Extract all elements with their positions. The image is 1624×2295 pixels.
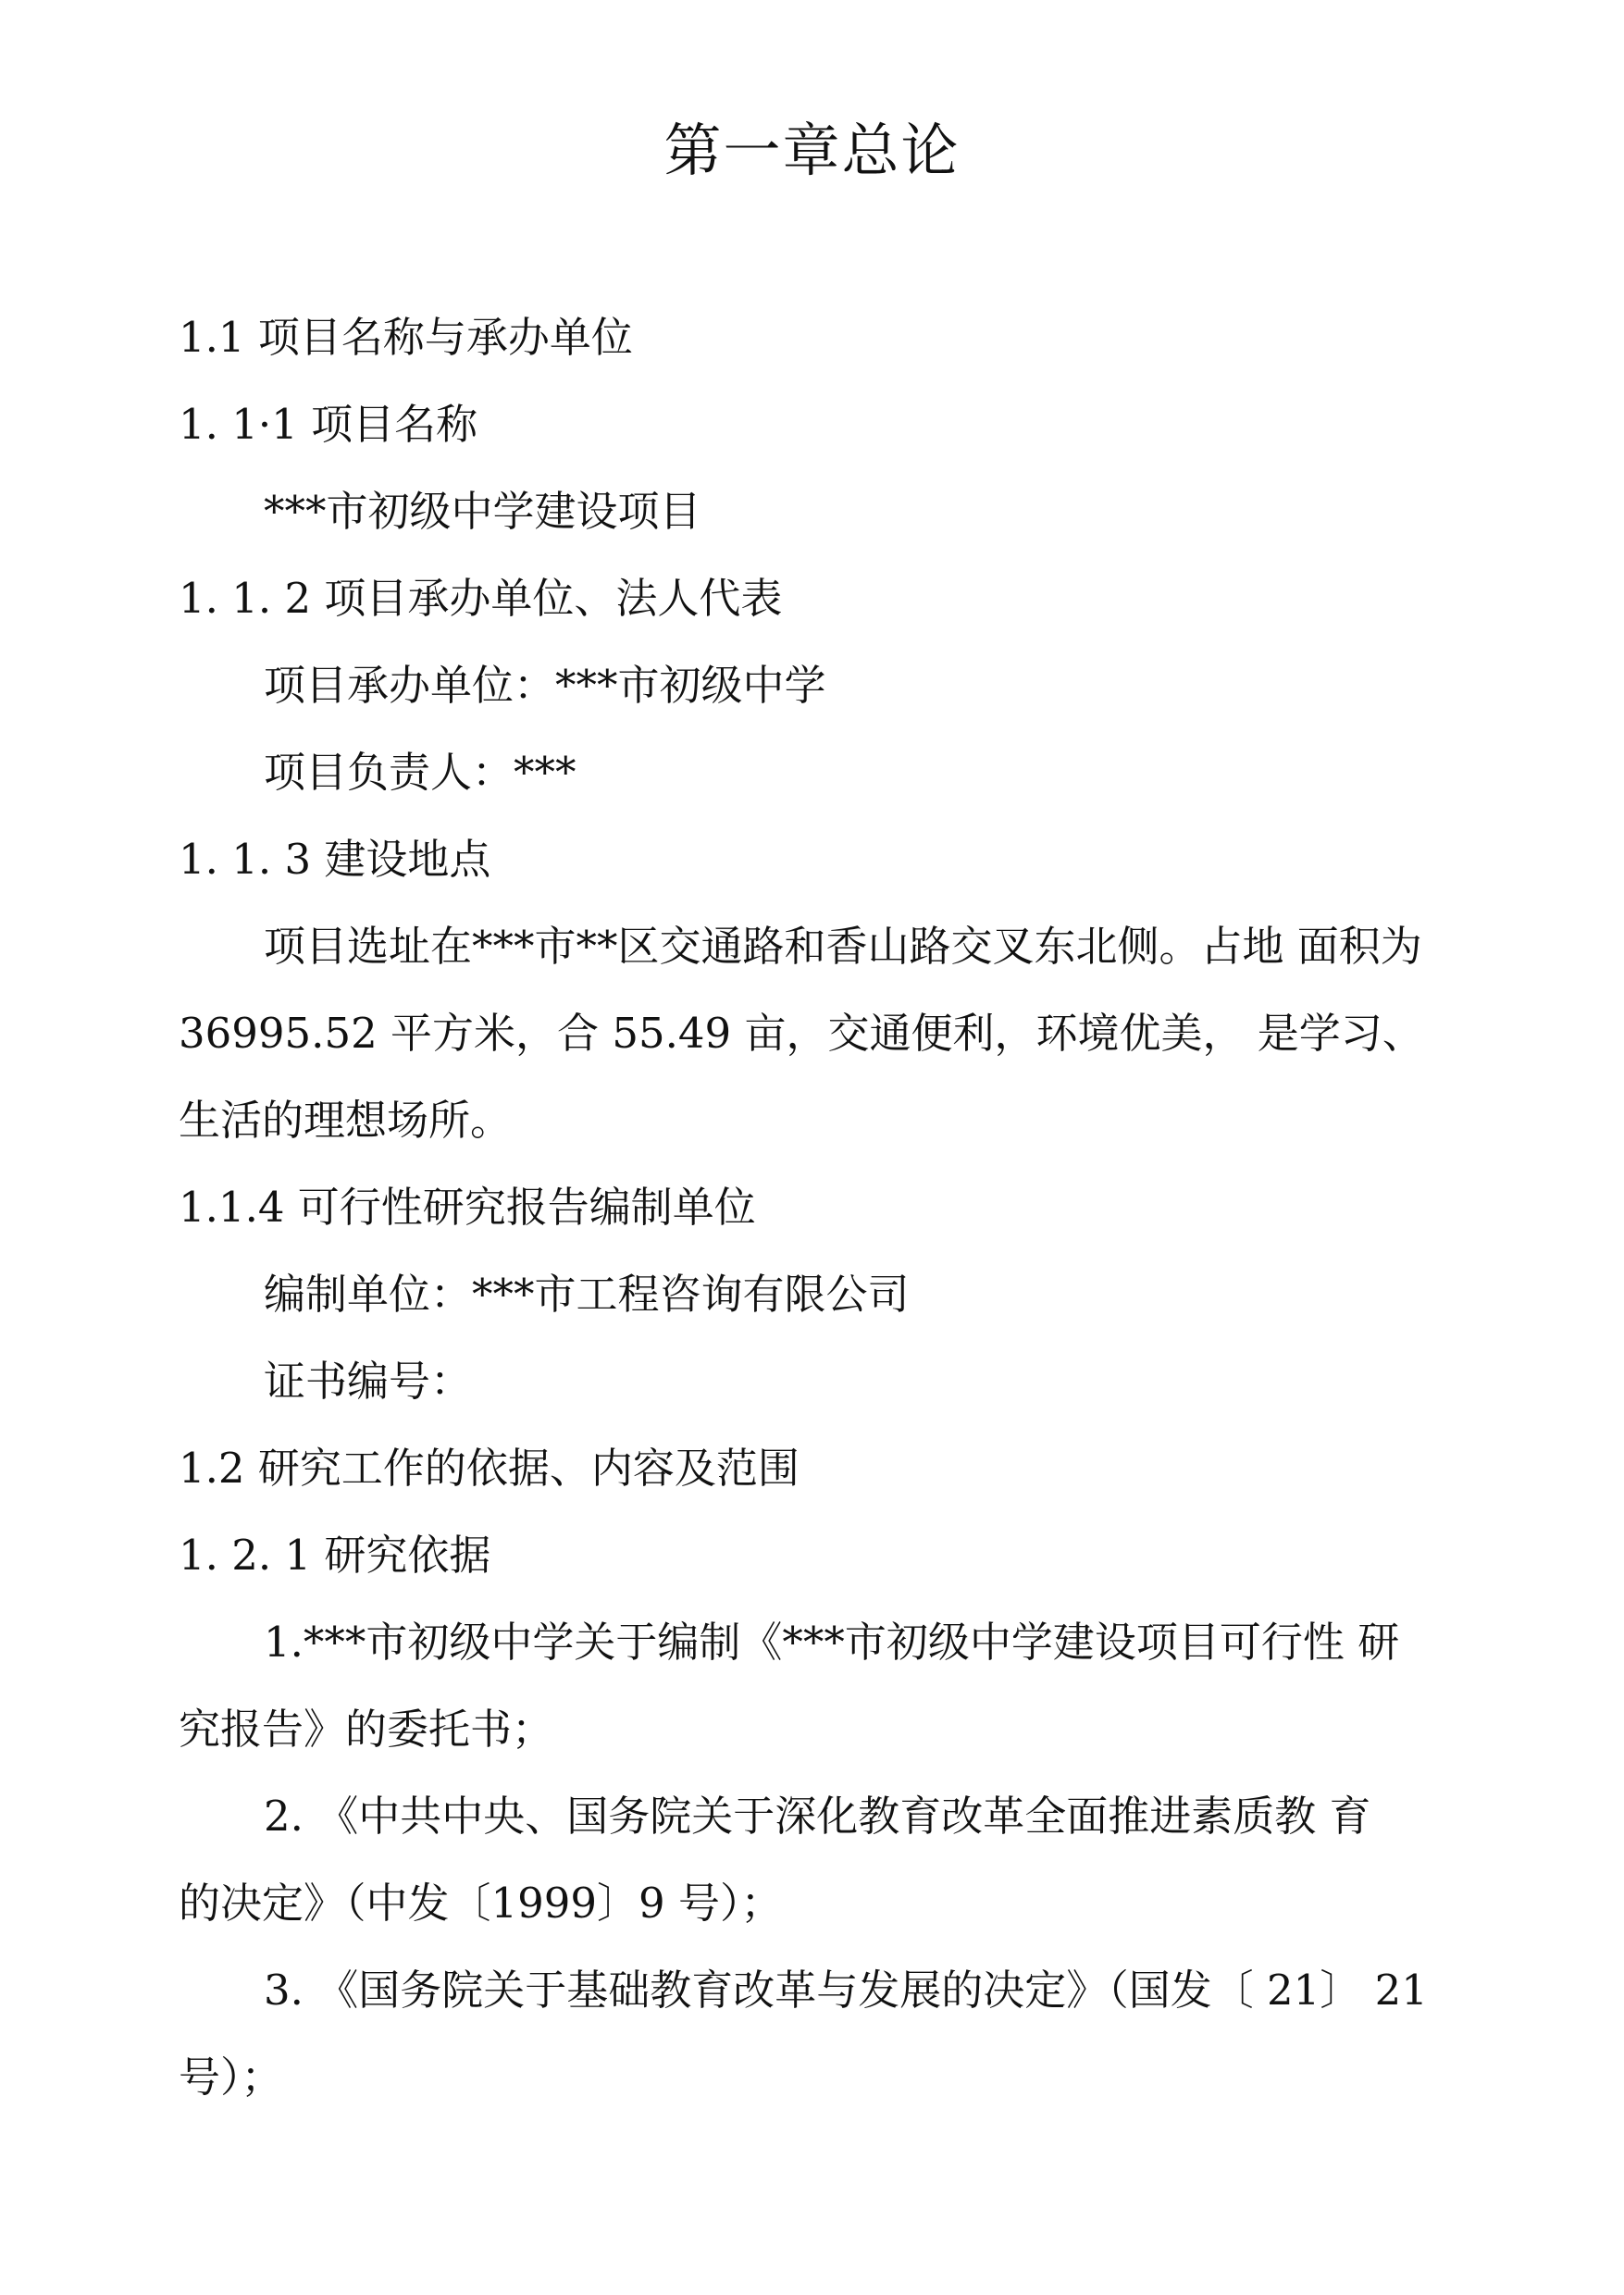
project-name: ***市初级中学建设项目	[264, 487, 701, 536]
basis-item-1-line-1: 1.***市初级中学关于编制《***市初级中学建设项目可行性 研	[264, 1618, 1400, 1667]
section-heading-1-2: 1.2 研究工作的依据、内容及范围	[179, 1444, 800, 1493]
site-paragraph-line-2: 36995.52 平方米，合 55.49 亩，交通便利，环境优美， 是学习、	[179, 1009, 1424, 1058]
basis-item-1-line-2: 究报告》的委托书；	[179, 1705, 554, 1754]
compiler-unit: 编制单位：***市工程咨询有限公司	[264, 1270, 910, 1319]
project-leader: 项目负责人：***	[264, 748, 576, 797]
basis-item-3-line-1: 3. 《国务院关于基础教育改革与发展的决定》（国发〔 21〕 21	[264, 1966, 1428, 2015]
basis-item-2-line-1: 2. 《中共中央、国务院关于深化教育改革全面推进素质教 育	[264, 1792, 1371, 1841]
subsection-heading-1-2-1: 1. 2. 1 研究依据	[179, 1531, 491, 1580]
subsection-heading-1-1-1: 1. 1·1 项目名称	[179, 400, 478, 449]
organizer-unit: 项目承办单位：***市初级中学	[264, 661, 826, 710]
certificate-number: 证书编号：	[264, 1357, 473, 1406]
chapter-title: 第一章总论	[663, 117, 961, 184]
section-heading-1-1: 1.1 项目名称与承办单位	[179, 313, 633, 362]
subsection-heading-1-1-2: 1. 1. 2 项目承办单位、法人代表	[179, 574, 783, 623]
site-paragraph-line-1: 项目选址在***市**区交通路和香山路交叉东北侧。占地 面积为	[264, 922, 1422, 971]
site-paragraph-line-3: 生活的理想场所。	[179, 1096, 513, 1145]
basis-item-2-line-2: 的决定》（中发〔1999〕9 号）；	[179, 1879, 783, 1928]
subsection-heading-1-1-3: 1. 1. 3 建设地点	[179, 835, 491, 884]
basis-item-3-line-2: 号）；	[179, 2053, 283, 2102]
subsection-heading-1-1-4: 1.1.4 可行性研究报告编制单位	[179, 1183, 756, 1232]
